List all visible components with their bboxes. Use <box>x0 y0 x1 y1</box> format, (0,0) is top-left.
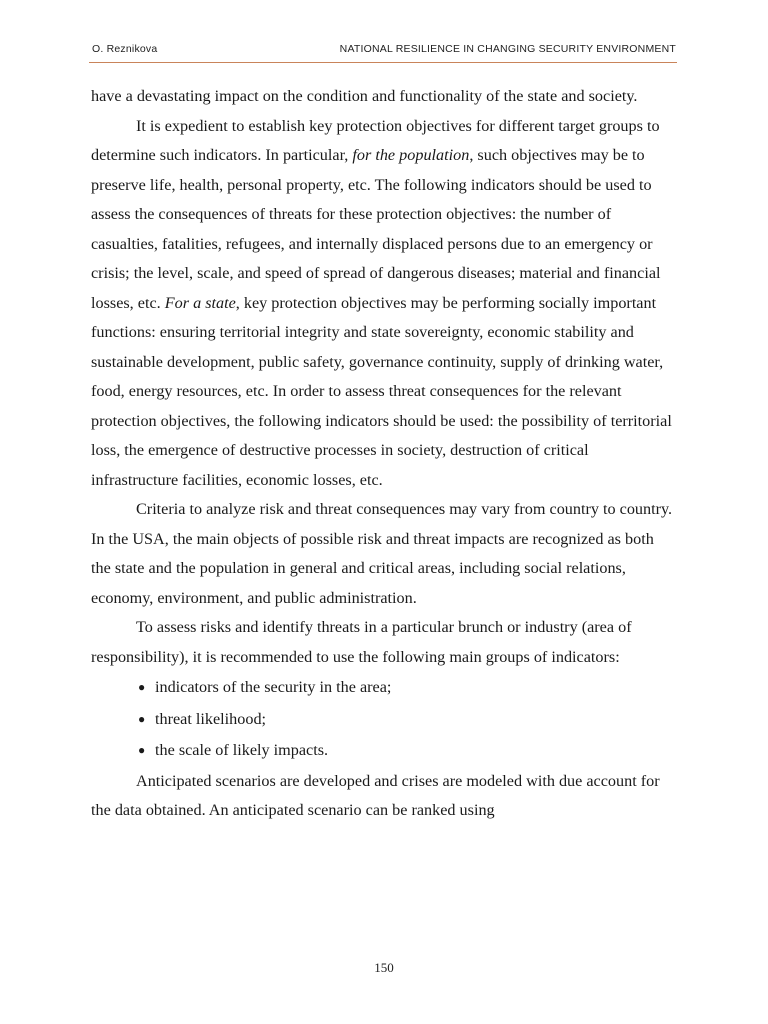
bullet-icon: ● <box>138 743 146 757</box>
paragraph-continuation: have a devastating impact on the condition and functionality of the state and society. <box>91 87 638 105</box>
paragraph-protection-objectives <box>91 112 677 496</box>
list-item-text: indicators of the security in the area; <box>155 678 392 696</box>
header-author: O. Reznikova <box>92 43 158 55</box>
paragraph-text: It is expedient to establish key protection objectives for different target groups to determine such indicators. In particular, <box>91 116 660 164</box>
list-item <box>138 735 677 767</box>
list-item-text: threat likelihood; <box>155 709 267 728</box>
list-item <box>138 704 677 736</box>
italic-term-state: For a state <box>164 293 236 312</box>
header-journal-title: NATIONAL RESILIENCE IN CHANGING SECURITY ENVIRONMENT <box>339 43 676 55</box>
running-header <box>92 43 676 59</box>
list-item-text: the scale of likely impacts. <box>155 741 329 759</box>
italic-term-population: for the population <box>352 146 470 164</box>
paragraph-text: , such objectives may be to preserve life, health, personal property, etc. The following indicators should be used to assess the consequences of threats for these protection objectives: the number of casualties, fatalities, refugees, and internally displaced persons due to an emergency or crisis; the level, scale, and speed of spread of dangerous diseases; material and financial losses, etc. <box>91 146 661 312</box>
paragraph-indicators-intro: To assess risks and identify threats in a particular brunch or industry (area of responsibility), it is recommended to use the following main groups of indicators: <box>91 618 632 666</box>
header-divider <box>89 62 677 63</box>
list-item <box>138 672 677 704</box>
paragraph-criteria: Criteria to analyze risk and threat consequences may vary from country to country. In the USA, the main objects of possible risk and threat impacts are recognized as both the state and the population in general and critical areas, including social relations, economy, environment, and public administration. <box>91 500 673 607</box>
paragraph-scenarios: Anticipated scenarios are developed and crises are modeled with due account for the data obtained. An anticipated scenario can be ranked using <box>91 771 660 819</box>
page-number: 150 <box>374 960 394 975</box>
indicator-list <box>91 672 677 767</box>
body-text <box>91 82 677 826</box>
bullet-icon: ● <box>138 680 146 694</box>
bullet-icon: ● <box>138 711 146 726</box>
paragraph-text: , key protection objectives may be performing socially important functions: ensuring territorial integrity and state sovereignty, economic stability and sustainable development, public safety, governance continuity, supply of drinking water, food, energy resources, etc. In order to assess threat consequences for the relevant protection objectives, the following indicators should be used: the possibility of territorial loss, the emergence of destructive processes in society, destruction of critical infrastructure facilities, economic losses, etc. <box>91 293 672 489</box>
